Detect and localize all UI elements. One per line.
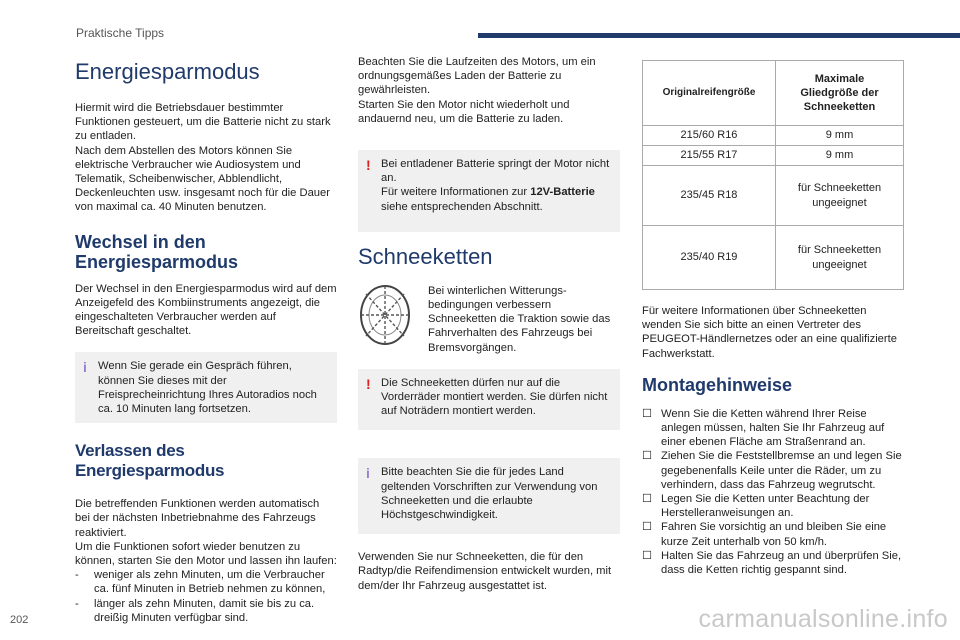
- table-header: Originalreifengröße: [643, 61, 776, 126]
- column-snow-chains: [358, 55, 620, 593]
- switch-paragraph: Der Wechsel in den Energiesparmodus wird auf dem Anzeigefeld des Kombiinstruments angezeigt, die eingeschalteten Verbraucher werden auf Bereitschaft geschaltet.: [75, 282, 337, 338]
- heading-switch-to-energy-saving: Wechsel in den Energiesparmodus: [75, 231, 239, 272]
- table-cell: 235/45 R18: [643, 166, 776, 226]
- list-item: ☐ Fahren Sie vorsichtig an und bleiben Sie eine kurze Zeit unterhalb von 50 km/h.: [642, 521, 887, 548]
- column-energy-saving: [75, 55, 337, 625]
- warning-text-b: Für weitere Informationen zur 12V-Batterie siehe entsprechenden Abschnitt.: [381, 186, 595, 213]
- warning-note-front-wheels: [358, 369, 620, 431]
- table-header-row: [643, 61, 904, 126]
- leave-paragraph-2: Um die Funktionen sofort wieder benutzen zu können, starten Sie den Motor und lassen ihn laufen:: [75, 540, 337, 568]
- info-note-regulations: [358, 458, 620, 534]
- warning-text: Die Schneeketten dürfen nur auf die Vorderräder montiert werden. Sie dürfen nicht auf Noträdern montiert werden.: [381, 376, 608, 418]
- info-note-phone-call: [75, 352, 337, 423]
- engine-paragraph-1: Beachten Sie die Laufzeiten des Motors, um ein ordnungsgemäßes Laden der Batterie zu gewährleisten.: [358, 56, 596, 97]
- table-row: [643, 146, 904, 166]
- battery-link-text: 12V-Batterie: [530, 186, 595, 199]
- table-row: [643, 226, 904, 290]
- warning-icon: !: [366, 375, 371, 392]
- table-cell: 9 mm: [776, 146, 904, 166]
- warning-text-a: Bei entladener Batterie springt der Motor nicht an.: [381, 158, 610, 185]
- heading-mounting-notes: Montagehinweise: [642, 374, 793, 395]
- header-bar: [478, 33, 960, 38]
- list-item: - länger als zehn Minuten, damit sie bis zu ca. dreißig Minuten verfügbar sind.: [75, 597, 315, 624]
- checkbox-icon: ☐: [642, 521, 653, 534]
- dealer-paragraph: Für weitere Informationen über Schneeketten wenden Sie sich bitte an einen Vertreter des PEUGEOT-Händlernetzes oder an eine qualifizierte Fachwerkstatt.: [642, 305, 897, 360]
- intro-paragraph-1: Hiermit wird die Betriebsdauer bestimmter Funktionen gesteuert, um die Batterie nicht zu stark zu entladen.: [75, 102, 331, 143]
- heading-leave-energy-saving: Verlassen des Energiesparmodus: [75, 441, 225, 481]
- warning-icon: !: [366, 157, 371, 174]
- info-icon: i: [83, 359, 87, 376]
- leave-paragraph-1: Die betreffenden Funktionen werden automatisch bei der nächsten Inbetriebnahme des Fahrzeugs reaktiviert.: [75, 498, 320, 539]
- table-header: Maximale Gliedgröße der Schneeketten: [776, 61, 904, 126]
- warning-note-battery: [358, 150, 620, 232]
- table-row: [643, 126, 904, 146]
- chain-usage-paragraph: Verwenden Sie nur Schneeketten, die für den Radtyp/die Reifendimension entwickelt wurden, mit dem/der Ihr Fahrzeug ausgestattet ist.: [358, 551, 612, 592]
- engine-paragraph-2: Starten Sie den Motor nicht wiederholt und andauernd neu, um die Batterie zu laden.: [358, 98, 570, 125]
- table-cell: 9 mm: [776, 126, 904, 146]
- table-row: [643, 166, 904, 226]
- chain-intro: [358, 284, 620, 355]
- title-snow-chains: Schneeketten: [358, 243, 493, 269]
- checkbox-icon: ☐: [642, 549, 653, 562]
- page-number: 202: [10, 614, 29, 626]
- table-cell: für Schneeketten ungeeignet: [776, 166, 904, 226]
- title-energy-saving: Energiesparmodus: [75, 59, 260, 84]
- table-cell: 215/60 R16: [643, 126, 776, 146]
- intro-paragraph-2: Nach dem Abstellen des Motors können Sie elektrische Verbraucher wie Audiosystem und Telematik, Scheibenwischer, Abblendlicht, Deckenleuchten usw. insgesamt noch für die Dauer von maximal ca. 40 Minuten benutzen.: [75, 144, 330, 214]
- info-note-text: Wenn Sie gerade ein Gespräch führen, können Sie dieses mit der Freisprecheinrichtung Ihres Autoradios noch ca. 10 Minuten lang fortsetzen.: [98, 360, 317, 416]
- list-item: ☐ Ziehen Sie die Feststellbremse an und legen Sie gegebenenfalls Keile unter die Räder, um zu verhindern, dass das Fahrzeug wegrutscht.: [642, 450, 902, 491]
- table-cell: 235/40 R19: [643, 226, 776, 290]
- snow-chain-icon: [358, 284, 412, 346]
- table-cell: 215/55 R17: [643, 146, 776, 166]
- info-note-text: Bitte beachten Sie die für jedes Land geltenden Vorschriften zur Verwendung von Schneeketten und die erlaubte Höchstgeschwindigkeit.: [381, 466, 598, 522]
- table-cell: für Schneeketten ungeeignet: [776, 226, 904, 290]
- checkbox-icon: ☐: [642, 493, 653, 506]
- list-item: - weniger als zehn Minuten, um die Verbraucher ca. fünf Minuten in Betrieb nehmen zu können,: [75, 569, 326, 596]
- list-item: ☐ Halten Sie das Fahrzeug an und überprüfen Sie, dass die Ketten richtig gespannt sind.: [642, 549, 902, 577]
- info-icon: i: [366, 465, 370, 482]
- tire-chain-table: [642, 60, 904, 290]
- list-item: ☐ Wenn Sie die Ketten während Ihrer Reise anlegen müssen, halten Sie Ihr Fahrzeug auf einer ebenen Fläche am Straßenrand an.: [642, 407, 885, 449]
- chain-intro-text: Bei winterlichen Witterungs-bedingungen verbessern Schneeketten die Traktion sowie das Fahrverhalten des Fahrzeugs bei Bremsvorgängen.: [428, 284, 611, 354]
- checkbox-icon: ☐: [642, 407, 653, 420]
- checkbox-icon: ☐: [642, 450, 653, 463]
- list-item: ☐ Legen Sie die Ketten unter Beachtung der Herstelleranweisungen an.: [642, 493, 870, 520]
- column-table-and-mounting: [642, 60, 904, 577]
- watermark: carmanualsonline.info: [698, 605, 948, 633]
- section-header: Praktische Tipps: [76, 26, 165, 40]
- leave-list: [75, 568, 337, 625]
- mounting-list: [642, 407, 904, 577]
